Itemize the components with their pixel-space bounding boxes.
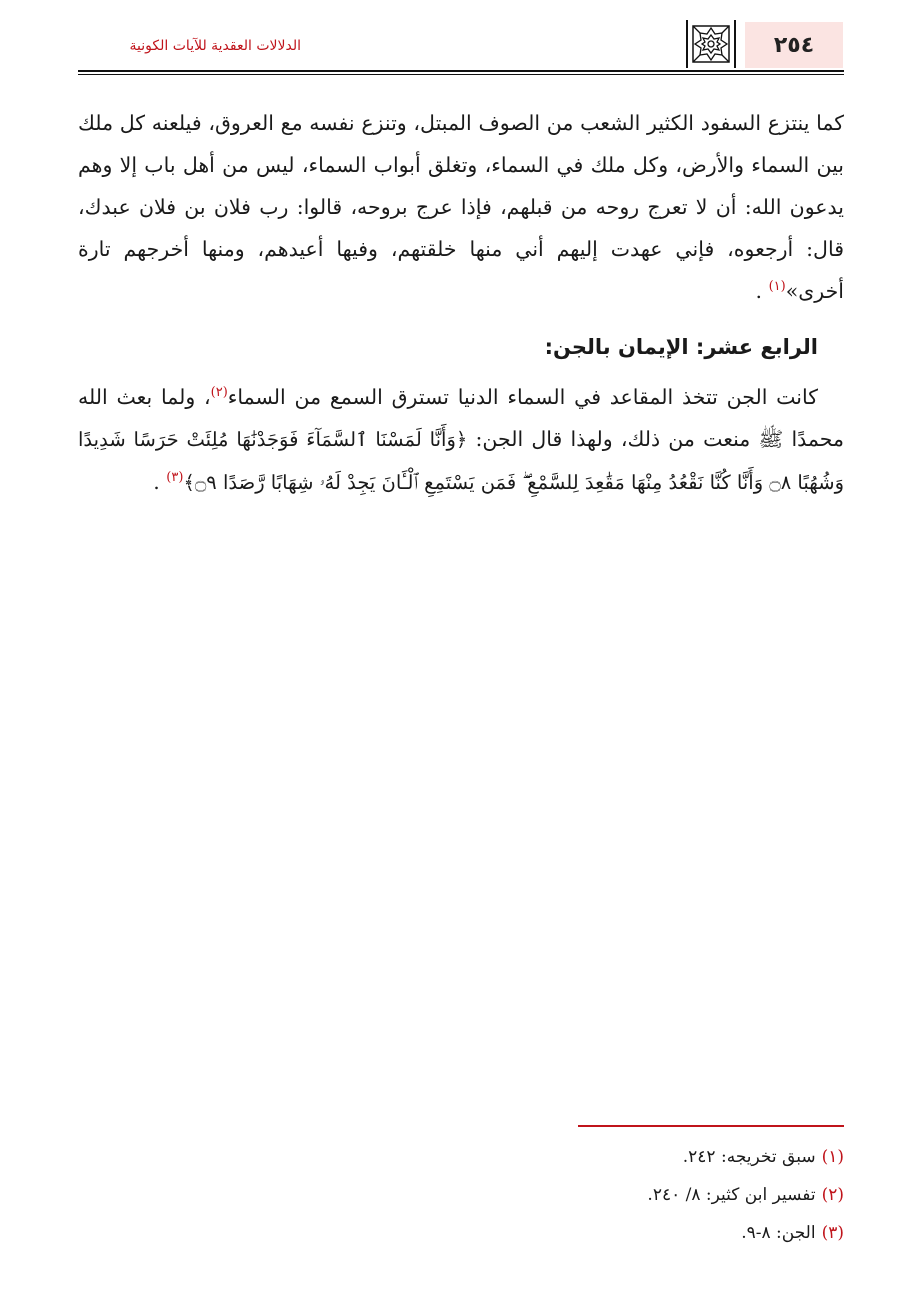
- paragraph-2: كانت الجن تتخذ المقاعد في السماء الدنيا تسترق السمع من السماء$^{(٢)}$، ولما بعث الله محمدًا ﷺ منعت من ذلك، ولهذا قال الجن: ﴿وَأَنَّا لَمَسْنَا ٱلسَّمَآءَ فَوَجَدْنَٰهَا مُلِئَتْ حَرَسًا شَدِيدًا وَشُهُبًا ۝٨ وَأَنَّا كُنَّا نَقْعُدُ مِنْهَا مَقَٰعِدَ لِلسَّمْعِ ۖ فَمَن يَسْتَمِعِ ٱلْـَٔانَ يَجِدْ لَهُۥ شِهَابًا رَّصَدًا ۝٩﴾$^{(٣)}$ .: [78, 385, 844, 494]
- footnote-1: (١)سبق تخريجه: ٢٤٢.: [682, 1147, 844, 1167]
- footnote-separator: [578, 1125, 844, 1127]
- ornament-icon: [686, 20, 736, 68]
- header-rule-thin: [78, 74, 844, 75]
- footnote-2: (٢)تفسير ابن كثير: ٨/ ٢٤٠.: [647, 1185, 844, 1205]
- main-text: [78, 102, 844, 504]
- running-title: الدلالات العقدية للآيات الكونية: [129, 38, 301, 54]
- footnote-ref-3[interactable]: (٣): [166, 470, 184, 486]
- footnotes: [78, 1138, 844, 1252]
- page-header: [0, 0, 921, 80]
- page-number: ٢٥٤: [745, 22, 843, 68]
- footnote-3: (٣)الجن: ٨-٩.: [741, 1223, 844, 1243]
- footnote-ref-1[interactable]: (١): [768, 279, 786, 295]
- paragraph-1: كما ينتزع السفود الكثير الشعب من الصوف المبتل، وتنزع نفسه مع العروق، فيلعنه كل ملك بين السماء والأرض، وكل ملك في السماء، وتغلق أبواب السماء، ليس من أهل باب إلا وهم يدعون الله: أن لا تعرج روحه من قبلهم، فإذا عرج بروحه، قالوا: رب فلان بن فلان عبدك، قال: أرجعوه، فإني عهدت إليهم أني منها خلقتهم، وفيها أعيدهم، ومنها أخرجهم تارة أخرى»$^{(١)}$ .: [78, 111, 844, 303]
- footnote-ref-2[interactable]: (٢): [210, 385, 228, 401]
- header-rule: [78, 70, 844, 72]
- quran-verse: ﴿وَأَنَّا لَمَسْنَا ٱلسَّمَآءَ فَوَجَدْنَٰهَا مُلِئَتْ حَرَسًا شَدِيدًا وَشُهُبًا ۝٨ وَأَنَّا كُنَّا نَقْعُدُ مِنْهَا مَقَٰعِدَ لِلسَّمْعِ ۖ فَمَن يَسْتَمِعِ ٱلْـَٔانَ يَجِدْ لَهُۥ شِهَابًا رَّصَدًا ۝٩﴾: [78, 428, 844, 494]
- section-heading: الرابع عشر: الإيمان بالجن:: [544, 335, 818, 359]
